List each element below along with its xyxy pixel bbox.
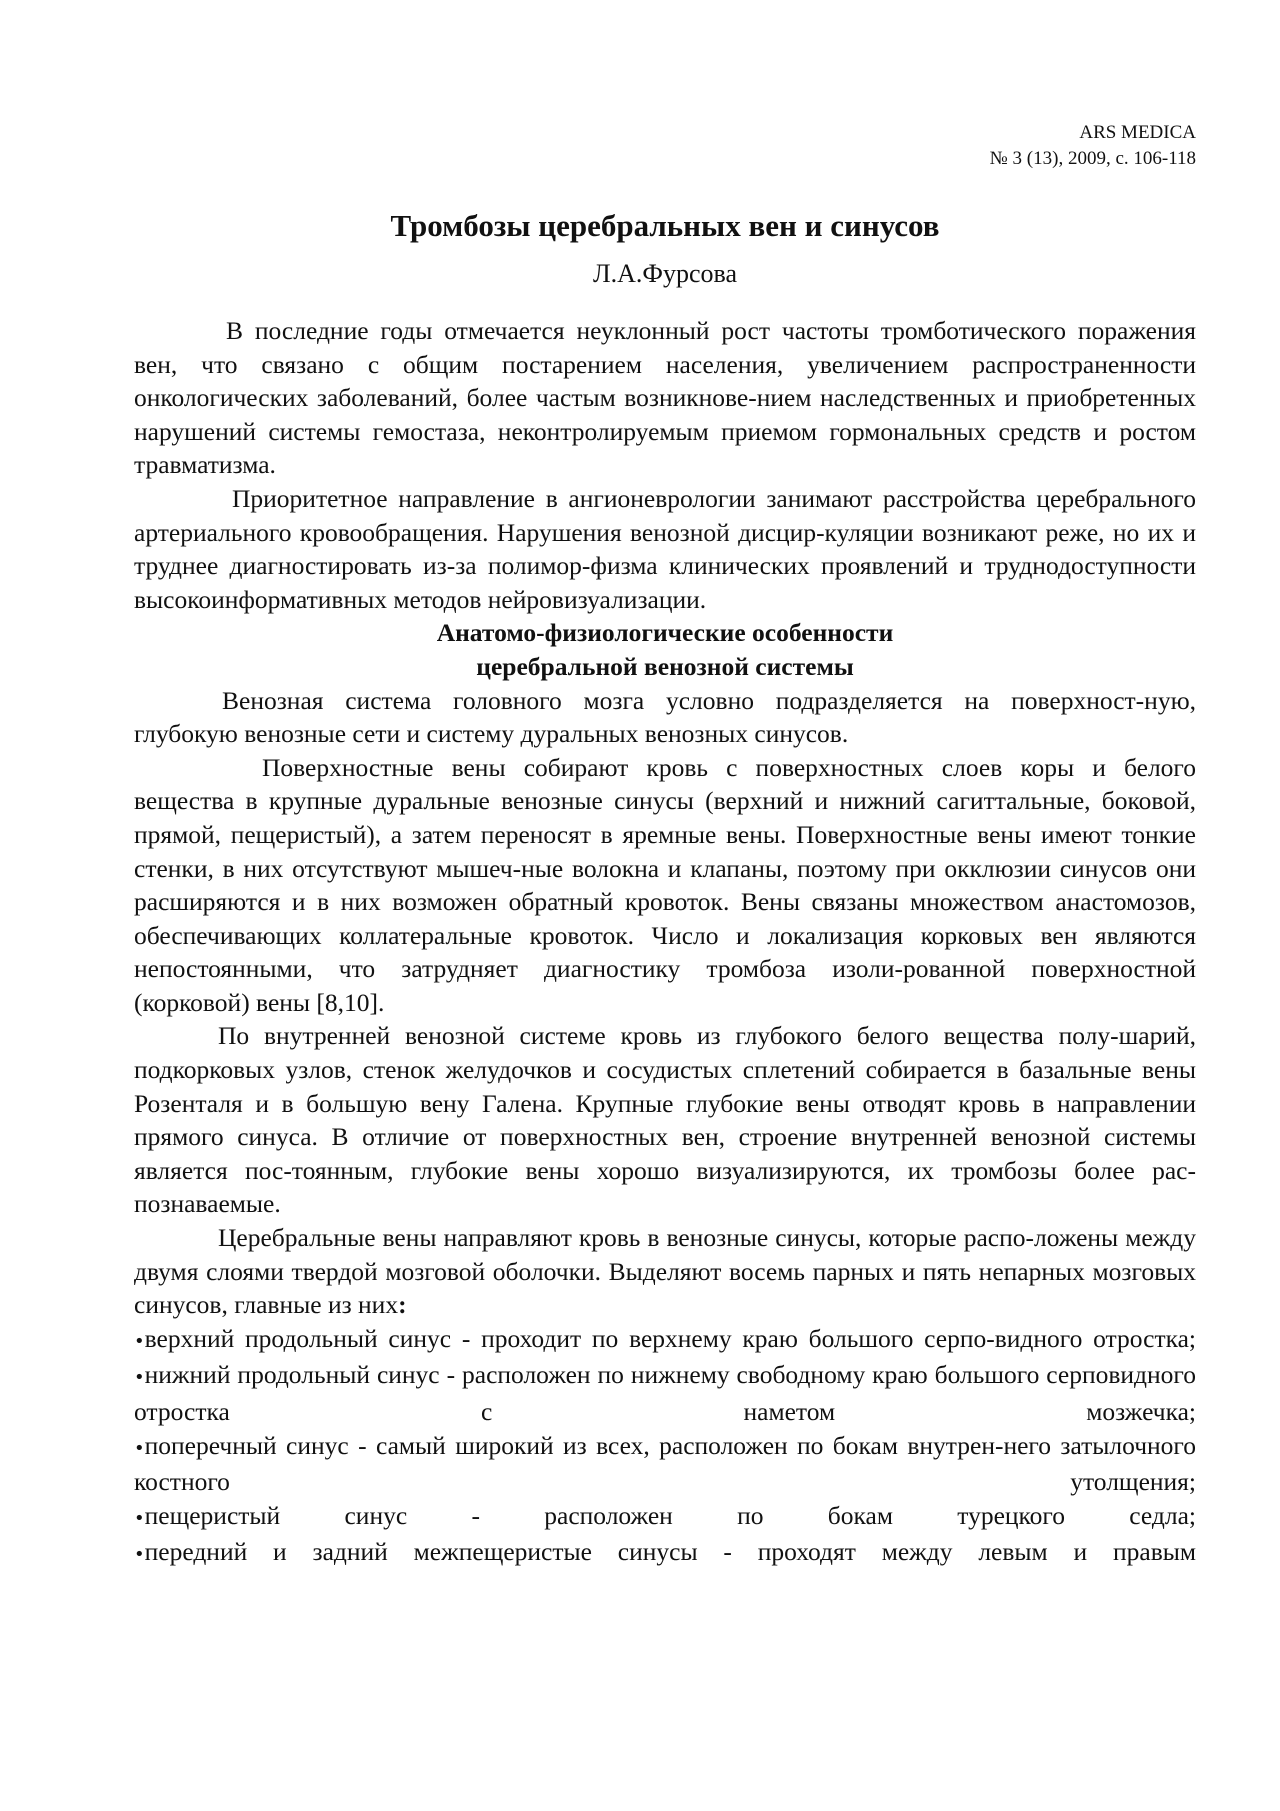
- list-item-text: нижний продольный синус - расположен по нижнему свободному краю большого серповидного отростка с наметом мозжечка;: [134, 1360, 1196, 1426]
- paragraph-sinuses: [134, 1221, 1196, 1322]
- bullet-icon: •: [134, 1544, 145, 1566]
- article-title: Тромбозы церебральных вен и синусов: [390, 208, 940, 243]
- paragraph-intro: В последние годы отмечается неуклонный рост частоты тромботического поражения вен, что связано с общим постарением населения, увеличением распространенности онкологических заболеваний, более частым возникнове-нием наследственных и приобретенных нарушений системы гемостаза, неконтролируемым приемом гормональных средств и ростом травматизма.: [134, 316, 1196, 480]
- bullet-icon: •: [134, 1507, 145, 1529]
- paragraph-priority: Приоритетное направление в ангионеврологии занимают расстройства церебрального артериального кровообращения. Нарушения венозной дисцир-куляции возникают реже, но их и труднее диагностировать из-за полимор-физма клинических проявлений и труднодоступности высокоинформативных методов нейровизуализации.: [134, 483, 1196, 614]
- paragraph-venous-system: Венозная система головного мозга условно подразделяется на поверхност-ную, глубокую венозные сети и систему дуральных венозных синусов.: [134, 685, 1196, 749]
- journal-info: [134, 120, 1196, 172]
- section-heading-line2: церебральной венозной системы: [476, 651, 854, 681]
- list-item: [134, 1322, 1196, 1359]
- section-heading: [134, 616, 1196, 683]
- bullet-icon: •: [134, 1367, 145, 1389]
- sinus-list: [134, 1322, 1196, 1572]
- article-body: [134, 314, 1196, 1572]
- document-page: [134, 120, 1196, 1572]
- bullet-icon: •: [134, 1437, 145, 1459]
- list-item-text: пещеристый синус - расположен по бокам турецкого седла;: [144, 1500, 1196, 1530]
- list-item: [134, 1535, 1196, 1572]
- paragraph-deep-veins: По внутренней венозной системе кровь из глубокого белого вещества полу-шарий, подкорковых узлов, стенок желудочков и сосудистых сплетений собирается в базальные вены Розенталя и в большую вену Галена. Крупные глубокие вены отводят кровь в направлении прямого синуса. В отличие от поверхностных вен, строение внутренней венозной системы является пос-тоянным, глубокие вены хорошо визуализируются, их тромбозы более рас-познаваемые.: [134, 1021, 1196, 1219]
- paragraph-sinuses-text: Церебральные вены направляют кровь в венозные синусы, которые распо-ложены между двумя слоями твердой мозговой оболочки. Выделяют восемь парных и пять непарных мозговых синусов, главные из них: [134, 1223, 1196, 1320]
- list-item: [134, 1429, 1196, 1499]
- list-item: [134, 1499, 1196, 1536]
- list-item-text: передний и задний межпещеристые синусы - проходят между левым и правым: [144, 1537, 1196, 1567]
- list-item-text: верхний продольный синус - проходит по верхнему краю большого серпо-видного отростка;: [144, 1323, 1196, 1353]
- article-author: Л.А.Фурсова: [593, 259, 737, 288]
- bullet-icon: •: [134, 1330, 145, 1352]
- journal-name: ARS MEDICA: [1079, 122, 1196, 143]
- paragraph-sinuses-colon: :: [398, 1290, 407, 1320]
- paragraph-superficial-veins: Поверхностные вены собирают кровь с поверхностных слоев коры и белого вещества в крупные дуральные венозные синусы (верхний и нижний сагиттальные, боковой, прямой, пещеристый), а затем переносят в яремные вены. Поверхностные вены имеют тонкие стенки, в них отсутствуют мышеч-ные волокна и клапаны, поэтому при окклюзии синусов они расширяются и в них возможен обратный кровоток. Вены связаны множеством анастомозов, обеспечивающих коллатеральные кровоток. Число и локализация корковых вен являются непостоянными, что затрудняет диагностику тромбоза изоли-рованной поверхностной (корковой) вены [8,10].: [134, 752, 1196, 1017]
- list-item: [134, 1358, 1196, 1428]
- journal-issue: № 3 (13), 2009, с. 106-118: [989, 148, 1196, 169]
- list-item-text: поперечный синус - самый широкий из всех, расположен по бокам внутрен-него затылочного костного утолщения;: [134, 1430, 1196, 1497]
- section-heading-line1: Анатомо-физиологические особенности: [436, 618, 894, 648]
